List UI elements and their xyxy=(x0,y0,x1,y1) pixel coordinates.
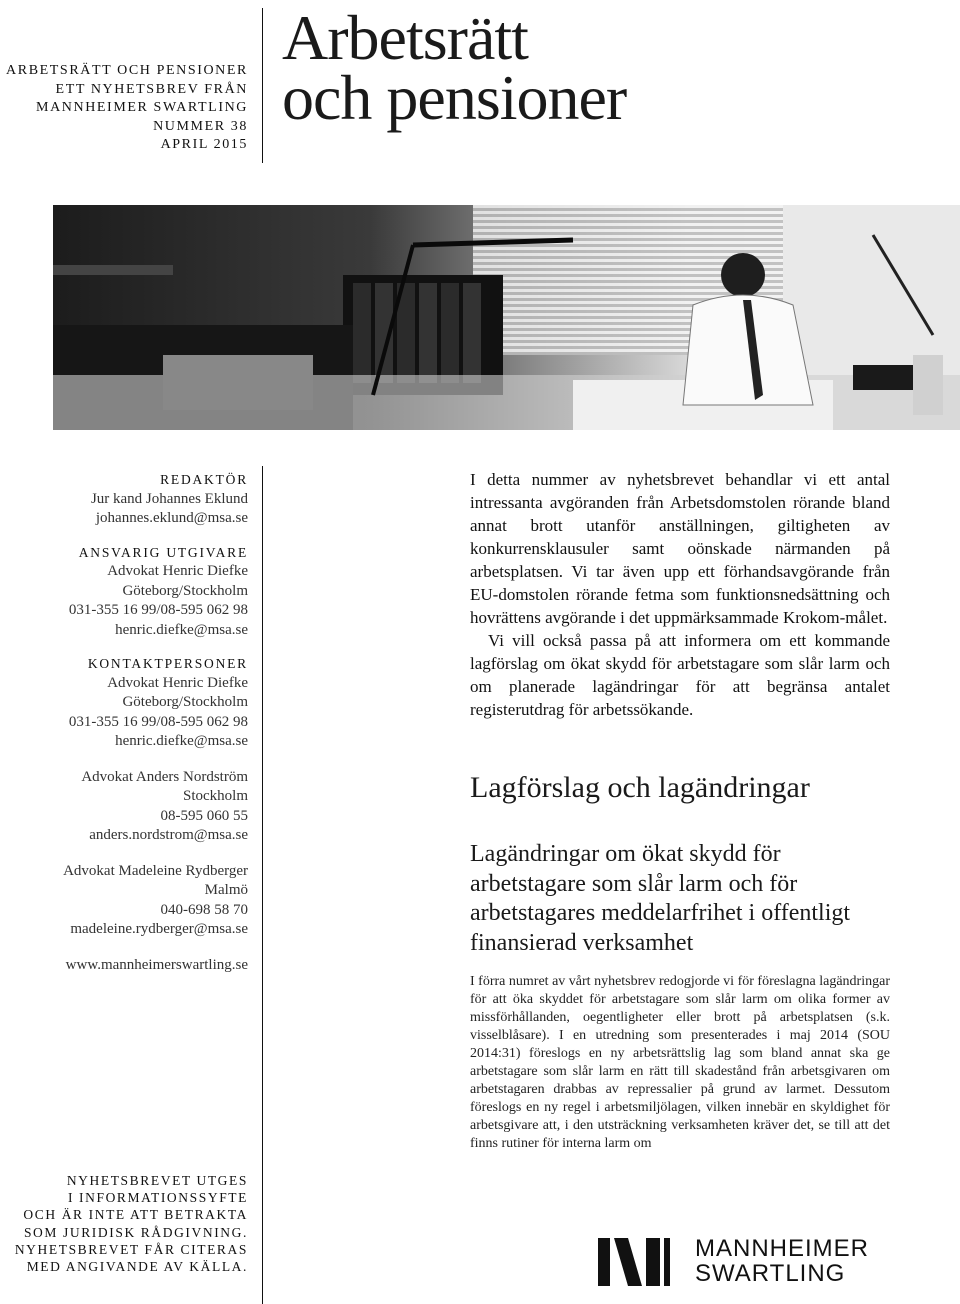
logo-text: MANNHEIMER SWARTLING xyxy=(695,1235,870,1287)
website-link[interactable]: www.mannheimerswartling.se xyxy=(65,956,248,973)
column-divider xyxy=(262,466,263,1304)
disclaimer: NYHETSBREVET UTGES I INFORMATIONSSYFTE OCH ÄR INTE ATT BETRAKTA SOM JURIDISK RÅDGIVNING. NYHETSBREVET FÅR CITERAS MED ANGIVANDE AV KÄLLA. xyxy=(14,1173,248,1275)
publisher-heading: ANSVARIG UTGIVARE xyxy=(78,544,248,560)
publisher-phone: 031-355 16 99/08-595 062 98 xyxy=(68,602,248,618)
newsletter-title: Arbetsrätt och pensioner xyxy=(282,2,627,133)
contact-phone: 040-698 58 70 xyxy=(160,901,248,918)
masthead-line: MANNHEIMER SWARTLING xyxy=(36,100,248,115)
contact-city: Göteborg/Stockholm xyxy=(122,694,248,710)
article-body: I förra numret av vårt nyhetsbrev redogjorde vi för föreslagna lagändringar för att öka skyddet för arbetstagare som slår larm om olika former av missförhållanden, oegentligheter eller brott på arbetsplatsen (s.k. visselblåsare). I en utredning som presenterades i maj 2014 (SOU 2014:31) föreslogs en ny arbetsrättslig lag som bland annat ska ge arbetstagare som slår larm en rätt till skadestånd från arbetsgivaren om arbetstagaren drabbas av repressalier på grund av larmet. Dessutom föreslogs en ny regel i arbetsmiljölagen, vilken innebär en skyldighet för arbetsgivare att, i den utsträckning verksamheten kräver det, se till att det finns rutiner för interna larm om xyxy=(470,974,890,1151)
intro-text xyxy=(470,468,890,721)
contact-column xyxy=(0,470,248,975)
contact-city: Stockholm xyxy=(182,788,248,804)
editor-email[interactable]: johannes.eklund@msa.se xyxy=(95,510,248,526)
intro-paragraph: I detta nummer av nyhetsbrevet behandlar vi ett antal intressanta avgöranden från Arbetsdomstolen rörande bland annat brott utanför anställningen, giltigheten av konkurrensklausuler samt oönskade närmanden på arbetsplatsen. Vi tar även upp ett förhandsavgörande från EU-domstolen rörande fetma som funktionsnedsättning och hovrättens avgörande i det uppmärksammade Krokom-målet. xyxy=(470,470,890,627)
publisher-email[interactable]: henric.diefke@msa.se xyxy=(115,621,248,638)
contact-phone: 08-595 060 55 xyxy=(160,807,248,824)
contact-email[interactable]: madeleine.rydberger@msa.se xyxy=(70,921,248,937)
contact-name: Advokat Madeleine Rydberger xyxy=(63,862,248,879)
contact-email[interactable]: anders.nordstrom@msa.se xyxy=(89,827,248,843)
publisher-name: Advokat Henric Diefke xyxy=(107,563,248,579)
contact-name: Advokat Anders Nordström xyxy=(81,768,248,785)
contact-phone: 031-355 16 99/08-595 062 98 xyxy=(68,713,248,730)
section-heading: Lagförslag och lagändringar xyxy=(470,771,810,804)
publisher-city: Göteborg/Stockholm xyxy=(122,582,248,599)
editor-name: Jur kand Johannes Eklund xyxy=(90,490,248,507)
masthead-line: ETT NYHETSBREV FRÅN xyxy=(55,81,248,97)
masthead-info xyxy=(0,62,248,155)
contact-city: Malmö xyxy=(204,882,248,898)
contact-name: Advokat Henric Diefke xyxy=(107,674,248,691)
masthead-issue: NUMMER 38 xyxy=(153,118,248,134)
contacts-heading: KONTAKTPERSONER xyxy=(87,656,248,671)
masthead-line: ARBETSRÄTT OCH PENSIONER xyxy=(6,63,248,78)
contact-email[interactable]: henric.diefke@msa.se xyxy=(115,733,248,749)
office-photo xyxy=(53,205,960,430)
intro-paragraph: Vi vill också passa på att informera om ett kommande lagförslag om ökat skydd för arbetstagare som slår larm och om planerade lagändringar för att begränsa antalet registerutdrag för arbetssökande. xyxy=(470,631,890,719)
article-heading: Lagändringar om ökat skydd för arbetstagare som slår larm och för arbetstagares meddelarfrihet i offentligt finansierad verksamhet xyxy=(470,841,851,956)
masthead-date: APRIL 2015 xyxy=(160,137,248,152)
masthead-divider xyxy=(262,8,263,163)
mannheimer-swartling-logo xyxy=(598,1234,898,1290)
editor-heading: REDAKTÖR xyxy=(160,472,248,487)
logo-mark-icon xyxy=(598,1234,688,1290)
